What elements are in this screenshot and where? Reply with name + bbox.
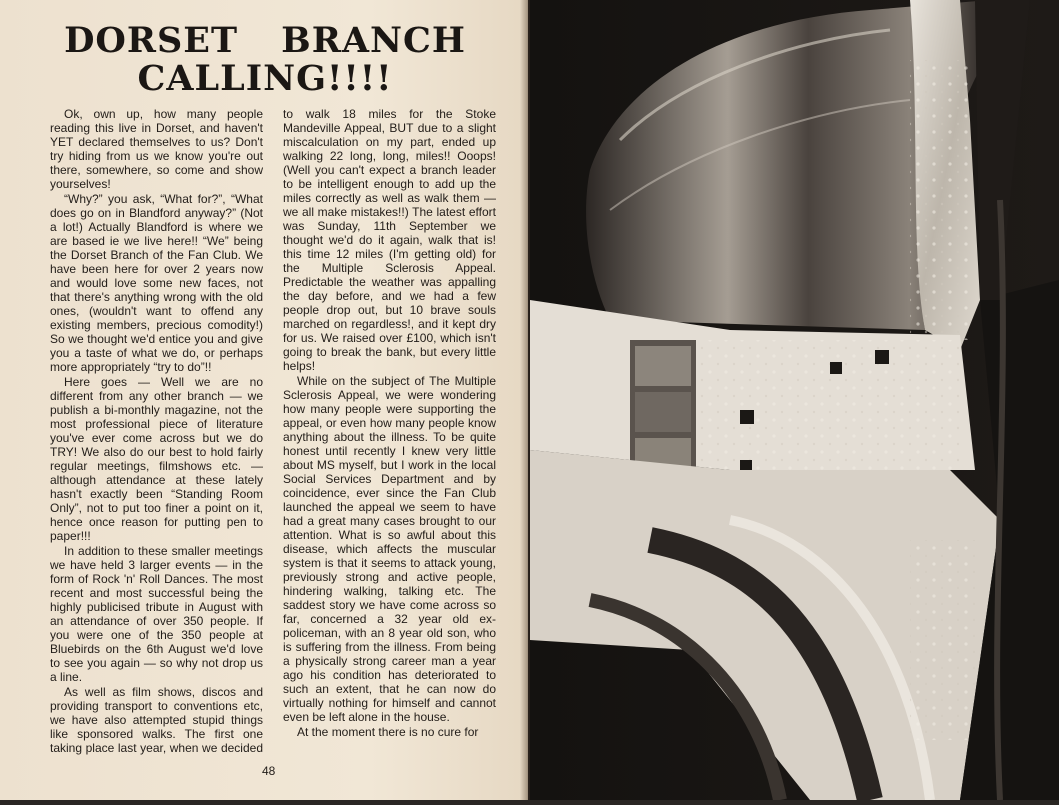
- performer-photo: [530, 0, 1059, 800]
- paragraph-6: While on the subject of The Multiple Sclerosis Appeal, we were wondering how many people were supporting the appeal, or even how many people know anything about the illness. To be quite honest until recently I knew very little about MS myself, but I work in the local Social Services Department and by coincidence, ever since the Fan Club launched the appeal we seem to have had a great many cases brought to our attention. What is so awful about this disease, which affects the muscular system is that it seems to attack young, previously strong and active people, hindering walking, talking etc. The saddest story we have come across so far, concerned a 32 year old ex-policeman, with an 8 year old son, who is suffering from the illness. From being a physically strong career man a year ago his condition has deteriorated to such an extent, that he can now do virtually nothing for himself and cannot even be left alone in the house.: [283, 374, 496, 724]
- article-body: [50, 107, 496, 755]
- paragraph-4: In addition to these smaller meetings we have held 3 larger events — in the form of Rock 'n' Roll Dances. The most recent and most successful being the highly publicised tribute in August with an attendance of over 350 people. If you were one of the 350 people at Bluebirds on the 6th August we'd love to see you again — so why not drop us a line.: [50, 544, 263, 684]
- paragraph-2: “Why?” you ask, “What for?”, “What does go on in Blandford anyway?” (Not a lot!) Actually Blandford is where we are based ie we live here!! “We” being the Dorset Branch of the Fan Club. We have been here for over 2 years now and would love some new faces, not that there's anything wrong with the old ones, (wouldn't want to offend any existing members, precious comodity!) So we thought we'd entice you and give you a taste of what we do, or perhaps more appropriately “try to do”!!: [50, 192, 263, 374]
- title-line-2: CALLING!!!!: [137, 58, 393, 99]
- left-page: [0, 0, 528, 800]
- paragraph-7: At the moment there is no cure for: [297, 725, 479, 739]
- title-line-1: DORSET BRANCH: [64, 20, 466, 61]
- paragraph-5: As well as film shows, discos and providing transport to conventions etc, we have also attempted stupid things like sponsored walks. The first one taking place last year, when we decided to walk 18 miles for the Stoke Mandeville Appeal, BUT due to a slight miscalculation on my part, ended up walking 22 long, long, miles!! Ooops! (Well you can't expect a branch leader to be intelligent enough to add up the miles correctly as well as walk them — we all make mistakes!!) The latest effort was Sunday, 11th September we thought we'd do it again, walk that is! this time 12 miles (I'm getting old) for the Multiple Sclerosis Appeal. Predictable the weather was appalling the day before, and we had a few people drop out, but 10 brave souls marched on regardless!, and it kept dry for us. We raised over £100, which isn't going to break the bank, but every little helps!: [50, 107, 496, 755]
- article-title: [30, 22, 500, 98]
- paragraph-3: Here goes — Well we are no different from any other branch — we publish a bi-monthly magazine, not the most professional piece of literature you've ever come across but we do TRY! We also do our best to hold fairly regular meetings, filmshows etc. — although attendance at these lately hasn't exactly been “Standing Room Only”, not to put too finer a point on it, hence once reason for putting pen to paper!!!: [50, 375, 263, 543]
- page-number: 48: [262, 764, 276, 778]
- paragraph-1: Ok, own up, how many people reading this live in Dorset, and haven't YET declared themselves to us? Don't try hiding from us we know you're out there, somewhere, so come and show yourselves!: [50, 107, 263, 191]
